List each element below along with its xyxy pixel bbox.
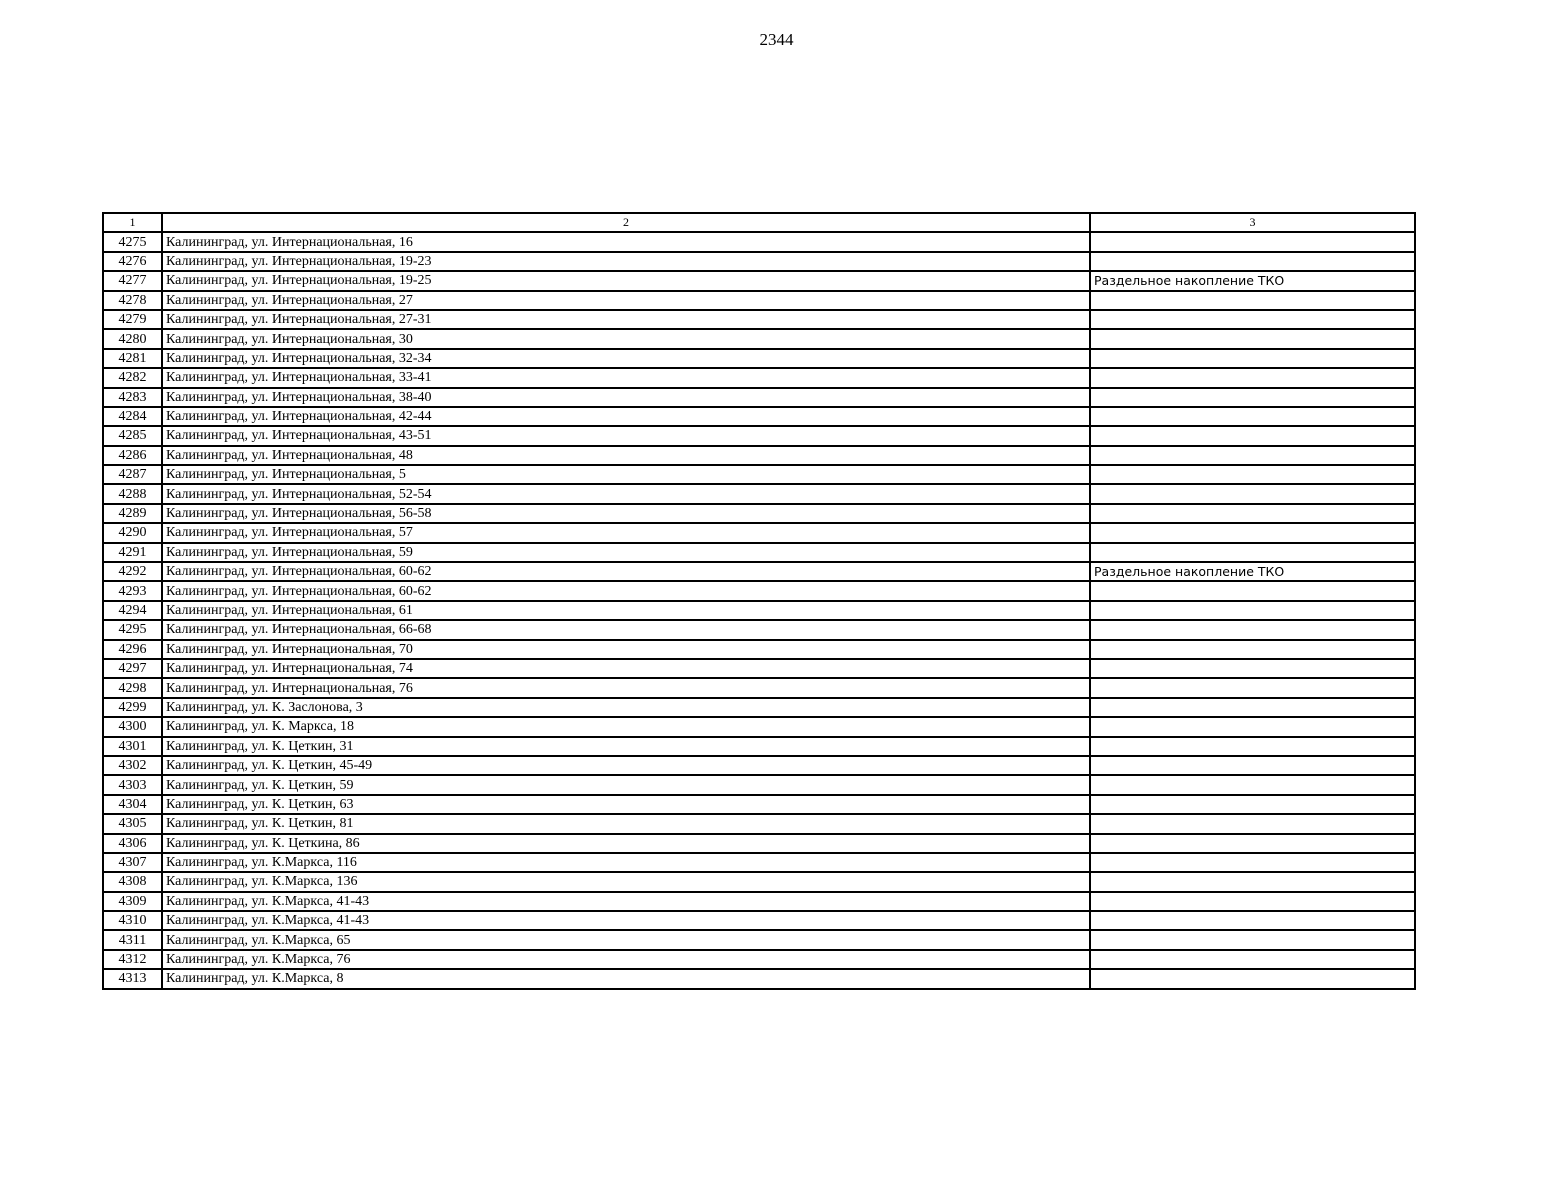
address-cell: Калининград, ул. К.Маркса, 8 (162, 969, 1090, 988)
address-cell: Калининград, ул. Интернациональная, 30 (162, 329, 1090, 348)
note-cell (1090, 426, 1415, 445)
row-number-cell: 4300 (103, 717, 162, 736)
row-number-cell: 4282 (103, 368, 162, 387)
address-cell: Калининград, ул. К. Заслонова, 3 (162, 698, 1090, 717)
table-row (103, 562, 1415, 581)
row-number-cell: 4289 (103, 504, 162, 523)
table-row (103, 872, 1415, 891)
row-number-cell: 4296 (103, 640, 162, 659)
address-cell: Калининград, ул. К. Цеткин, 81 (162, 814, 1090, 833)
address-cell: Калининград, ул. Интернациональная, 19-23 (162, 252, 1090, 271)
row-number-cell: 4288 (103, 484, 162, 503)
note-cell (1090, 310, 1415, 329)
row-number-cell: 4290 (103, 523, 162, 542)
note-cell (1090, 678, 1415, 697)
address-cell: Калининград, ул. К.Маркса, 76 (162, 950, 1090, 969)
note-cell (1090, 640, 1415, 659)
row-number-cell: 4312 (103, 950, 162, 969)
table-row (103, 349, 1415, 368)
table-row (103, 329, 1415, 348)
table-row (103, 232, 1415, 251)
address-cell: Калининград, ул. Интернациональная, 48 (162, 446, 1090, 465)
table-row (103, 853, 1415, 872)
note-cell (1090, 892, 1415, 911)
table-row (103, 601, 1415, 620)
address-cell: Калининград, ул. К. Цеткин, 59 (162, 775, 1090, 794)
note-cell (1090, 834, 1415, 853)
note-cell (1090, 543, 1415, 562)
note-cell (1090, 795, 1415, 814)
table-row (103, 504, 1415, 523)
table-row (103, 930, 1415, 949)
note-cell (1090, 853, 1415, 872)
row-number-cell: 4294 (103, 601, 162, 620)
table-row (103, 737, 1415, 756)
row-number-cell: 4280 (103, 329, 162, 348)
table-row (103, 969, 1415, 988)
column-header-1: 1 (103, 213, 162, 232)
address-cell: Калининград, ул. Интернациональная, 27-31 (162, 310, 1090, 329)
address-cell: Калининград, ул. Интернациональная, 70 (162, 640, 1090, 659)
note-cell (1090, 601, 1415, 620)
table-row (103, 678, 1415, 697)
column-header-3: 3 (1090, 213, 1415, 232)
table-row (103, 484, 1415, 503)
address-cell: Калининград, ул. К.Маркса, 116 (162, 853, 1090, 872)
address-table (102, 212, 1416, 990)
note-cell (1090, 349, 1415, 368)
address-cell: Калининград, ул. Интернациональная, 61 (162, 601, 1090, 620)
note-cell (1090, 465, 1415, 484)
table-header-row (103, 213, 1415, 232)
address-cell: Калининград, ул. К.Маркса, 41-43 (162, 911, 1090, 930)
row-number-cell: 4311 (103, 930, 162, 949)
table-row (103, 426, 1415, 445)
table-row (103, 523, 1415, 542)
row-number-cell: 4313 (103, 969, 162, 988)
note-cell (1090, 698, 1415, 717)
address-cell: Калининград, ул. Интернациональная, 56-58 (162, 504, 1090, 523)
table-row (103, 252, 1415, 271)
address-cell: Калининград, ул. Интернациональная, 42-44 (162, 407, 1090, 426)
note-cell (1090, 388, 1415, 407)
address-cell: Калининград, ул. Интернациональная, 57 (162, 523, 1090, 542)
column-header-2: 2 (162, 213, 1090, 232)
address-cell: Калининград, ул. Интернациональная, 5 (162, 465, 1090, 484)
address-cell: Калининград, ул. К. Цеткин, 45-49 (162, 756, 1090, 775)
row-number-cell: 4284 (103, 407, 162, 426)
note-cell (1090, 523, 1415, 542)
address-cell: Калининград, ул. Интернациональная, 27 (162, 291, 1090, 310)
address-cell: Калининград, ул. К.Маркса, 65 (162, 930, 1090, 949)
note-cell (1090, 717, 1415, 736)
address-cell: Калининград, ул. Интернациональная, 33-41 (162, 368, 1090, 387)
row-number-cell: 4277 (103, 271, 162, 290)
note-cell (1090, 775, 1415, 794)
row-number-cell: 4295 (103, 620, 162, 639)
note-cell (1090, 232, 1415, 251)
row-number-cell: 4299 (103, 698, 162, 717)
row-number-cell: 4283 (103, 388, 162, 407)
table-row (103, 911, 1415, 930)
row-number-cell: 4301 (103, 737, 162, 756)
row-number-cell: 4304 (103, 795, 162, 814)
table-row (103, 640, 1415, 659)
address-cell: Калининград, ул. К. Маркса, 18 (162, 717, 1090, 736)
note-cell (1090, 252, 1415, 271)
address-cell: Калининград, ул. Интернациональная, 76 (162, 678, 1090, 697)
address-cell: Калининград, ул. Интернациональная, 38-40 (162, 388, 1090, 407)
table-row (103, 814, 1415, 833)
address-cell: Калининград, ул. Интернациональная, 52-54 (162, 484, 1090, 503)
address-cell: Калининград, ул. Интернациональная, 19-25 (162, 271, 1090, 290)
row-number-cell: 4285 (103, 426, 162, 445)
row-number-cell: 4275 (103, 232, 162, 251)
table-row (103, 368, 1415, 387)
table-row (103, 465, 1415, 484)
table-row (103, 407, 1415, 426)
address-cell: Калининград, ул. Интернациональная, 43-51 (162, 426, 1090, 445)
note-cell: Раздельное накопление ТКО (1090, 562, 1415, 581)
table-row (103, 892, 1415, 911)
address-cell: Калининград, ул. К. Цеткин, 31 (162, 737, 1090, 756)
address-cell: Калининград, ул. Интернациональная, 60-62 (162, 562, 1090, 581)
row-number-cell: 4286 (103, 446, 162, 465)
row-number-cell: 4302 (103, 756, 162, 775)
address-cell: Калининград, ул. Интернациональная, 60-62 (162, 581, 1090, 600)
row-number-cell: 4287 (103, 465, 162, 484)
note-cell (1090, 446, 1415, 465)
page-number: 2344 (759, 30, 794, 49)
row-number-cell: 4293 (103, 581, 162, 600)
row-number-cell: 4309 (103, 892, 162, 911)
table-row (103, 698, 1415, 717)
address-cell: Калининград, ул. К.Маркса, 136 (162, 872, 1090, 891)
address-cell: Калининград, ул. Интернациональная, 74 (162, 659, 1090, 678)
table-row (103, 756, 1415, 775)
row-number-cell: 4291 (103, 543, 162, 562)
row-number-cell: 4307 (103, 853, 162, 872)
note-cell: Раздельное накопление ТКО (1090, 271, 1415, 290)
note-cell (1090, 756, 1415, 775)
row-number-cell: 4298 (103, 678, 162, 697)
table-row (103, 717, 1415, 736)
row-number-cell: 4278 (103, 291, 162, 310)
row-number-cell: 4292 (103, 562, 162, 581)
note-cell (1090, 329, 1415, 348)
row-number-cell: 4297 (103, 659, 162, 678)
address-cell: Калининград, ул. Интернациональная, 66-68 (162, 620, 1090, 639)
note-cell (1090, 407, 1415, 426)
note-cell (1090, 620, 1415, 639)
row-number-cell: 4305 (103, 814, 162, 833)
table-row (103, 543, 1415, 562)
address-cell: Калининград, ул. Интернациональная, 32-34 (162, 349, 1090, 368)
address-cell: Калининград, ул. К.Маркса, 41-43 (162, 892, 1090, 911)
note-cell (1090, 368, 1415, 387)
table-row (103, 388, 1415, 407)
note-cell (1090, 911, 1415, 930)
address-cell: Калининград, ул. Интернациональная, 59 (162, 543, 1090, 562)
table-body (103, 213, 1415, 989)
address-cell: Калининград, ул. К. Цеткин, 63 (162, 795, 1090, 814)
address-cell: Калининград, ул. К. Цеткина, 86 (162, 834, 1090, 853)
row-number-cell: 4306 (103, 834, 162, 853)
table-row (103, 271, 1415, 290)
row-number-cell: 4281 (103, 349, 162, 368)
note-cell (1090, 737, 1415, 756)
table-row (103, 620, 1415, 639)
table-row (103, 291, 1415, 310)
table-row (103, 775, 1415, 794)
table-row (103, 310, 1415, 329)
row-number-cell: 4279 (103, 310, 162, 329)
address-cell: Калининград, ул. Интернациональная, 16 (162, 232, 1090, 251)
table-row (103, 795, 1415, 814)
row-number-cell: 4310 (103, 911, 162, 930)
note-cell (1090, 872, 1415, 891)
table-row (103, 581, 1415, 600)
note-cell (1090, 950, 1415, 969)
table-row (103, 446, 1415, 465)
note-cell (1090, 814, 1415, 833)
note-cell (1090, 581, 1415, 600)
note-cell (1090, 291, 1415, 310)
note-cell (1090, 930, 1415, 949)
row-number-cell: 4308 (103, 872, 162, 891)
table-row (103, 834, 1415, 853)
row-number-cell: 4303 (103, 775, 162, 794)
table-row (103, 950, 1415, 969)
table-row (103, 659, 1415, 678)
note-cell (1090, 504, 1415, 523)
note-cell (1090, 659, 1415, 678)
note-cell (1090, 969, 1415, 988)
note-cell (1090, 484, 1415, 503)
row-number-cell: 4276 (103, 252, 162, 271)
